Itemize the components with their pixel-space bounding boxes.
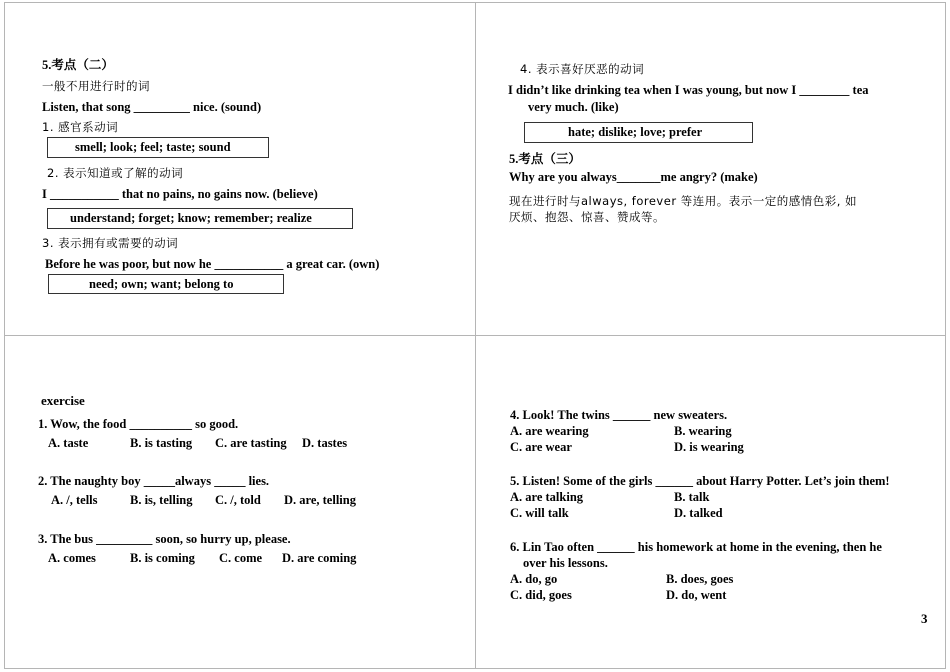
sec1-heading-text: 1. 感官系动词 [42, 120, 119, 134]
q3-option-b: B. is coming [130, 551, 195, 565]
q3-option-d: D. are coming [282, 551, 357, 565]
exercise-title: exercise [41, 393, 85, 408]
sec4-heading: 4. 表示喜好厌恶的动词 [520, 62, 645, 76]
q3-option-c: C. come [219, 551, 263, 565]
question-6-line1: 6. Lin Tao often ______ his homework at home in the evening, then he [510, 540, 882, 554]
sec2-heading: 2. 表示知道或了解的动词 [47, 166, 184, 180]
note-line-1: 现在进行时与always, forever 等连用。表示一定的感情色彩, 如 [509, 194, 858, 208]
section-title: 5.考点（二） [42, 58, 114, 72]
q1-option-d: D. tastes [302, 436, 348, 450]
q2-option-d: D. are, telling [284, 493, 356, 507]
question-6-line2: over his lessons. [523, 556, 608, 570]
sec1-heading [42, 120, 118, 135]
q6-option-c: C. did, goes [510, 588, 572, 602]
q4-option-c: C. are wear [510, 440, 572, 454]
q5-option-a: A. are talking [510, 490, 584, 504]
section-title-3 [509, 152, 581, 167]
sec3-verb-box: need; own; want; belong to [48, 274, 284, 294]
q6-option-d: D. do, went [666, 588, 727, 602]
sec2-verb-box: understand; forget; know; remember; realize [47, 208, 353, 229]
slide-panel-2 [475, 2, 946, 336]
sec2-example: I ___________ that no pains, no gains now. (believe) [42, 187, 318, 201]
section-title-3-text: 5.考点（三） [509, 152, 581, 166]
q6-option-b: B. does, goes [666, 572, 734, 586]
q5-option-d: D. talked [674, 506, 723, 520]
q4-option-d: D. is wearing [674, 440, 744, 454]
question-2: 2. The naughty boy _____always _____ lies. [38, 474, 270, 488]
sec4-verb-box: hate; dislike; love; prefer [524, 122, 753, 143]
q1-option-a: A. taste [48, 436, 89, 450]
sec1-verb-box: smell; look; feel; taste; sound [47, 137, 269, 158]
sec3-example: Before he was poor, but now he ___________ a great car. (own) [45, 257, 380, 271]
question-1: 1. Wow, the food __________ so good. [38, 417, 239, 431]
question-5: 5. Listen! Some of the girls ______ about Harry Potter. Let’s join them! [510, 474, 890, 488]
q2-option-a: A. /, tells [51, 493, 98, 507]
q3-option-a: A. comes [48, 551, 96, 565]
q1-option-c: C. are tasting [215, 436, 287, 450]
note-line-2: 厌烦、抱怨、惊喜、赞成等。 [509, 210, 665, 224]
q2-option-c: C. /, told [215, 493, 261, 507]
q5-option-c: C. will talk [510, 506, 569, 520]
section-subtitle: 一般不用进行时的词 [42, 79, 150, 93]
sec3-heading: 3. 表示拥有或需要的动词 [42, 236, 179, 250]
q5-option-b: B. talk [674, 490, 710, 504]
example-sentence: Listen, that song _________ nice. (sound) [42, 100, 262, 114]
question-3: 3. The bus _________ soon, so hurry up, please. [38, 532, 291, 546]
q6-option-a: A. do, go [510, 572, 558, 586]
sec4-example-line2: very much. (like) [528, 100, 619, 114]
q4-option-b: B. wearing [674, 424, 732, 438]
question-4: 4. Look! The twins ______ new sweaters. [510, 408, 728, 422]
q2-option-b: B. is, telling [130, 493, 193, 507]
sec4-example-line1: I didn’t like drinking tea when I was young, but now I ________ tea [508, 83, 869, 97]
page-number: 3 [921, 611, 928, 626]
q1-option-b: B. is tasting [130, 436, 193, 450]
q4-option-a: A. are wearing [510, 424, 589, 438]
example-sentence-2: Why are you always_______me angry? (make) [509, 170, 758, 184]
